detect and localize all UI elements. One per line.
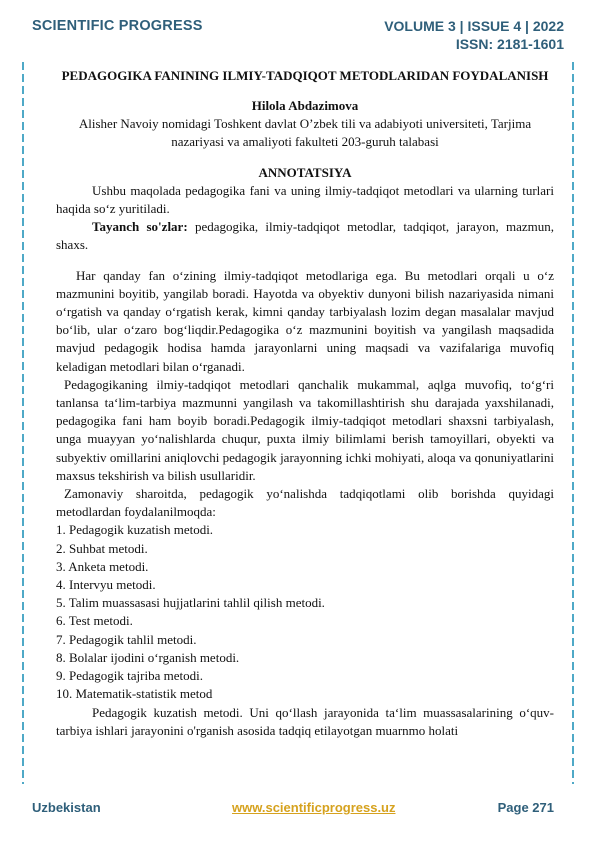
methods-list	[56, 521, 554, 703]
list-item: 10. Matematik-statistik metod	[56, 686, 213, 702]
list-item: 3. Anketa metodi.	[56, 558, 149, 574]
list-item: 6. Test metodi.	[56, 613, 133, 629]
keywords-text: pedagogika, ilmiy-tadqiqot metodlar, tadqiqot, jarayon, mazmun, shaxs.	[56, 219, 554, 253]
paragraph-3: Zamonaviy sharoitda, pedagogik yo‘nalishda tadqiqotlami olib borishda quyidagi metodlardan foydalanilmoqda:	[56, 486, 554, 520]
list-item: 1. Pedagogik kuzatish metodi.	[56, 522, 214, 538]
paragraph-4: Pedagogik kuzatish metodi. Uni qo‘llash jarayonida ta‘lim muassasalarining o‘quv-tarbiya ishlari jarayonini o'rganish asosida tadqiq etilayotgan muarnmo holati	[56, 704, 554, 738]
keywords	[56, 218, 554, 254]
journal-name: SCIENTIFIC PROGRESS	[32, 18, 203, 34]
paragraph-2: Pedagogikaning ilmiy-tadqiqot metodlari qanchalik mukammal, aqlga muvofiq, to‘g‘ri tanlansa ta‘lim-tarbiya mazmunni yangilash va takomillashtirish shu darajada yaxshilanadi, pedagogika fani ham boyib boradi.Pedagogik ilmiy-tadqiqot metodlari shaxsni tarbiyalash, unga muayyan yo‘nalishlarda chuqur, puxta ilmiy bilimlami berish tamoyillari, obyekti va subyektiv omillarini aniqlovchi pedagogik jarayonning ichki mohiyati, aloqa va qonuniyatlarini maxsus tekshirish va bilish usullaridir.	[56, 376, 554, 483]
article-title: PEDAGOGIKA FANINING ILMIY-TADQIQOT METODLARIDAN FOYDALANISH	[61, 68, 549, 83]
volume-issue: VOLUME 3 | ISSUE 4 | 2022	[384, 18, 564, 34]
annotation-text: Ushbu maqolada pedagogika fani va uning ilmiy-tadqiqot metodlari va ularning turlari haqida so‘z yuritiladi.	[56, 182, 554, 217]
list-item: 8. Bolalar ijodini o‘rganish metodi.	[56, 649, 240, 665]
page-footer	[32, 800, 554, 822]
paragraph-1: Har qanday fan o‘zining ilmiy-tadqiqot metodlariga ega. Bu metodlari orqali u o‘z mazmunini boyitib, yangilab boradi. Hayotda va obyektiv dunyoni bilish nazariyasida nimani o‘rgatish va qanday o‘rgatish kerak, kimni qanday tarbiyalash lozim degan masalalar mavjud bo‘lib, ular o‘zaro bog‘liqdir.Pedagogika o‘z mazmunini boyitish va yangilash maqsadida mavjud pedagogik hodisa hamda jarayonlarni uning maqsadi va vazifalariga muvofiq keladigan metodlari bilan o‘rganadi.	[56, 267, 554, 374]
keywords-label: Tayanch so'zlar:	[92, 219, 188, 235]
right-border-decoration	[572, 62, 574, 784]
author-name: Hilola Abdazimova	[251, 98, 359, 113]
list-item: 2. Suhbat metodi.	[56, 540, 148, 556]
list-item: 4. Intervyu metodi.	[56, 577, 156, 593]
list-item: 9. Pedagogik tajriba metodi.	[56, 668, 203, 684]
page-number: Page 271	[497, 800, 554, 815]
page-header	[32, 18, 564, 58]
footer-website-link[interactable]: www.scientificprogress.uz	[232, 800, 396, 815]
list-item: 5. Talim muassasasi hujjatlarini tahlil qilish metodi.	[56, 595, 325, 611]
annotation-heading: ANNOTATSIYA	[258, 164, 352, 180]
article-body	[56, 66, 554, 740]
footer-country: Uzbekistan	[32, 800, 101, 815]
list-item: 7. Pedagogik tahlil metodi.	[56, 631, 197, 647]
left-border-decoration	[22, 62, 24, 784]
author-affiliation: Alisher Navoiy nomidagi Toshkent davlat O’zbek tili va adabiyoti universiteti, Tarjima nazariyasi va amaliyoti fakulteti 203-guruh talabasi	[78, 116, 532, 150]
issn: ISSN: 2181-1601	[455, 36, 564, 52]
